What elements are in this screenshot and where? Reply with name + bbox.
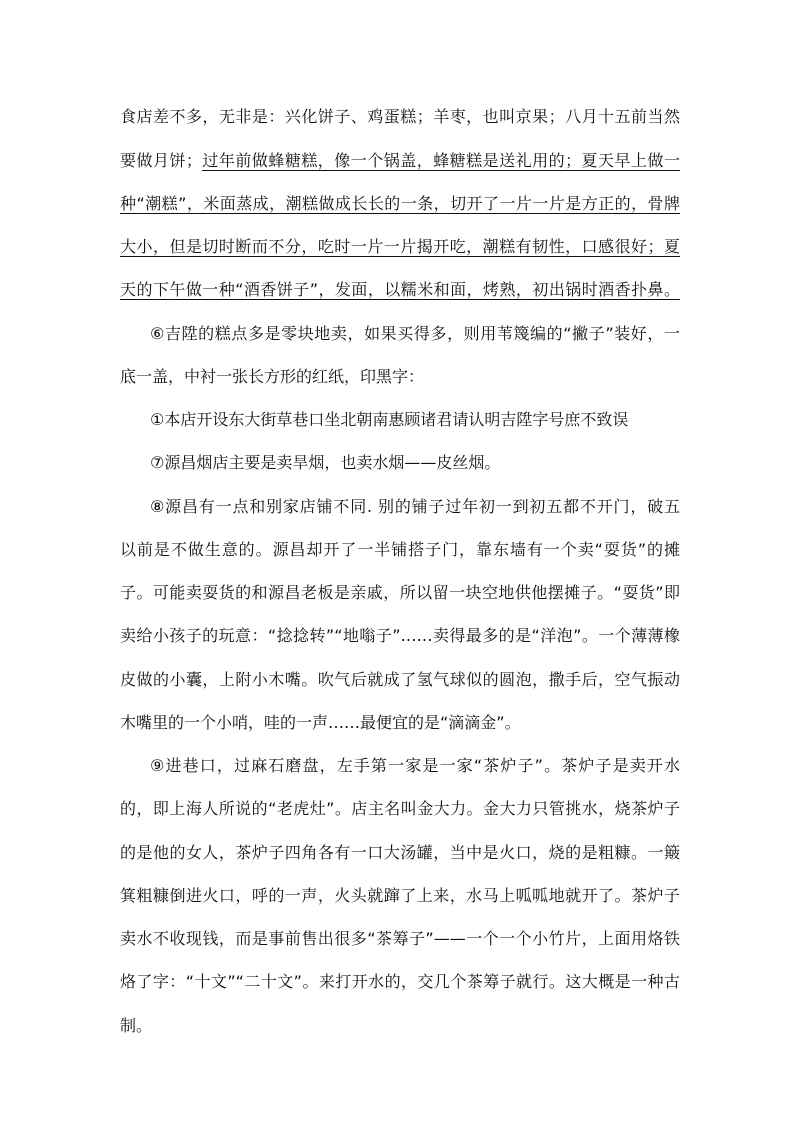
text-line: 木嘴里的一个小哨，哇的一声……最便宜的是“滴滴金”。 [120,713,521,732]
text-line: 食店差不多，无非是：兴化饼子、鸡蛋糕；羊枣，也叫京果；八月十五前当然 [120,107,680,126]
text-line: ⑧源昌有一点和别家店铺不同. 别的铺子过年初一到初五都不开门，破五 [150,497,680,516]
text-line: 的是他的女人，茶炉子四角各有一口大汤罐，当中是火口，烧的是粗糠。一簸 [120,843,680,862]
underlined-text-line: 大小，但是切时断而不分，吃时一片一片揭开吃，潮糕有韧性，口感很好；夏 [120,237,680,256]
text-line: 子。可能卖耍货的和源昌老板是亲戚，所以留一块空地供他摆摊子。“耍货”即 [120,583,680,602]
text-line: 以前是不做生意的。源昌却开了一半铺搭子门，靠东墙有一个卖“耍货”的摊 [120,540,680,559]
text-line: 底一盖，中衬一张长方形的红纸，印黑字： [120,367,425,386]
text-line: 皮做的小囊，上附小木嘴。吹气后就成了氢气球似的圆泡，撒手后，空气振动 [120,670,680,689]
text-line: ⑥吉陞的糕点多是零块地卖，如果买得多，则用苇篾编的“撇子”装好，一 [150,324,680,343]
underlined-text-line: 种“潮糕”，米面蒸成，潮糕做成长长的一条，切开了一片一片是方正的，骨牌 [120,194,680,213]
text-line: 卖水不收现钱，而是事前售出很多“茶筹子”——一个一个小竹片，上面用烙铁 [120,929,680,948]
text-line: 卖给小孩子的玩意：“捻捻转”“地嗡子”……卖得最多的是“洋泡”。一个薄薄橡 [120,626,680,645]
underlined-text: 过年前做蜂糖糕，像一个锅盖，蜂糖糕是送礼用的；夏天早上做一 [201,151,680,170]
text-line: 烙了字：“十文”“二十文”。来打开水的，交几个茶筹子就行。这大概是一种古 [120,972,680,991]
text-line: 的，即上海人所说的“老虎灶”。店主名叫金大力。金大力只管挑水，烧茶炉子 [120,799,680,818]
text-line: ⑨进巷口，过麻石磨盘，左手第一家是一家“茶炉子”。茶炉子是卖开水 [150,756,680,775]
text-line: 箕粗糠倒进火口，呼的一声，火头就蹿了上来，水马上呱呱地就开了。茶炉子 [120,886,680,905]
text-segment: 要做月饼； [120,151,202,170]
text-line [120,151,680,171]
underlined-text-line: 天的下午做一种“酒香饼子”，发面，以糯米和面，烤熟，初出锅时酒香扑鼻。 [120,280,680,299]
text-line: ①本店开设东大街草巷口坐北朝南惠顾诸君请认明吉陞字号庶不致误 [150,410,629,429]
text-line: ⑦源昌烟店主要是卖旱烟，也卖水烟——皮丝烟。 [150,453,501,472]
text-line: 制。 [120,1016,153,1035]
